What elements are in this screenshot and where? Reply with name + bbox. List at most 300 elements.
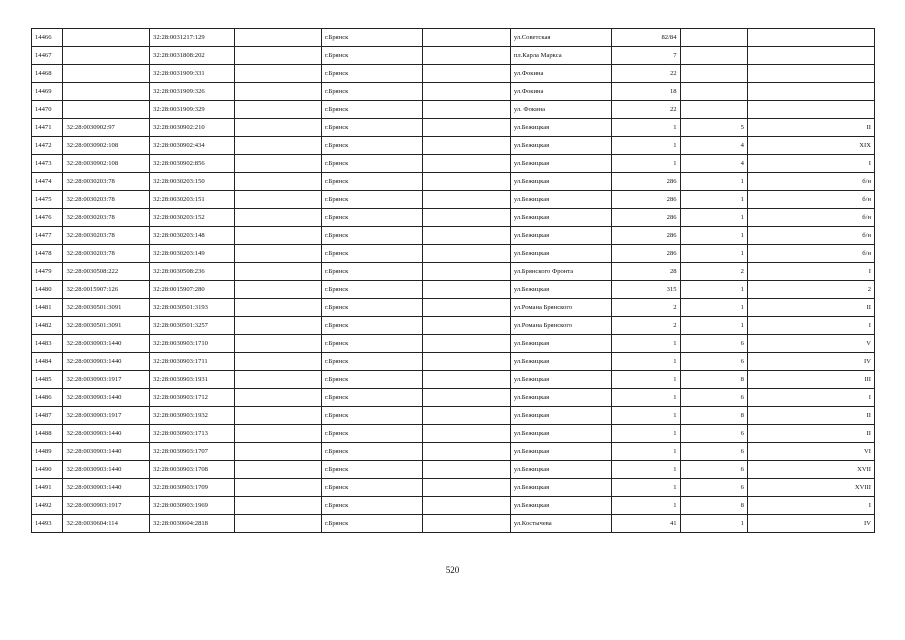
table-row [32, 335, 875, 353]
empty-cell [235, 227, 322, 245]
premises-number-cell: XVIII [747, 479, 874, 497]
city-cell: г.Брянск [321, 479, 422, 497]
table-row [32, 299, 875, 317]
row-number-cell: 14472 [32, 137, 63, 155]
house-number-cell: 315 [611, 281, 680, 299]
house-number-cell: 286 [611, 227, 680, 245]
row-number-cell: 14485 [32, 371, 63, 389]
premises-number-cell: I [747, 497, 874, 515]
row-number-cell: 14468 [32, 65, 63, 83]
empty-cell [235, 443, 322, 461]
empty-cell [235, 137, 322, 155]
building-number-cell: 4 [680, 137, 747, 155]
street-cell: ул.Бежицкая [510, 443, 611, 461]
empty-cell [423, 227, 511, 245]
house-number-cell: 2 [611, 317, 680, 335]
building-number-cell: 1 [680, 227, 747, 245]
parent-cadastral-number-cell: 32:28:0030902:108 [63, 155, 150, 173]
cadastral-number-cell: 32:28:0030903:1708 [150, 461, 235, 479]
cadastral-number-cell: 32:28:0030903:1969 [150, 497, 235, 515]
premises-number-cell: XIX [747, 137, 874, 155]
street-cell: ул.Бежицкая [510, 119, 611, 137]
street-cell: ул.Бежицкая [510, 353, 611, 371]
parent-cadastral-number-cell: 32:28:0030903:1440 [63, 389, 150, 407]
table-row [32, 245, 875, 263]
parent-cadastral-number-cell: 32:28:0030203:78 [63, 191, 150, 209]
table-row [32, 137, 875, 155]
empty-cell [423, 371, 511, 389]
empty-cell [423, 389, 511, 407]
cadastral-number-cell: 32:28:0030903:1713 [150, 425, 235, 443]
table-row [32, 101, 875, 119]
premises-number-cell: б/н [747, 173, 874, 191]
row-number-cell: 14492 [32, 497, 63, 515]
cadastral-number-cell: 32:28:0030903:1931 [150, 371, 235, 389]
empty-cell [235, 173, 322, 191]
city-cell: г.Брянск [321, 47, 422, 65]
city-cell: г.Брянск [321, 281, 422, 299]
empty-cell [423, 461, 511, 479]
house-number-cell: 286 [611, 209, 680, 227]
premises-number-cell [747, 83, 874, 101]
premises-number-cell: II [747, 299, 874, 317]
table-row [32, 371, 875, 389]
cadastral-number-cell: 32:28:0030903:1932 [150, 407, 235, 425]
city-cell: г.Брянск [321, 335, 422, 353]
empty-cell [235, 263, 322, 281]
house-number-cell: 1 [611, 137, 680, 155]
empty-cell [235, 281, 322, 299]
building-number-cell [680, 83, 747, 101]
cadastral-number-cell: 32:28:0030203:151 [150, 191, 235, 209]
cadastral-number-cell: 32:28:0031909:331 [150, 65, 235, 83]
table-row [32, 65, 875, 83]
building-number-cell: 1 [680, 209, 747, 227]
city-cell: г.Брянск [321, 461, 422, 479]
building-number-cell: 6 [680, 443, 747, 461]
street-cell: ул.Романа Брянского [510, 299, 611, 317]
city-cell: г.Брянск [321, 407, 422, 425]
city-cell: г.Брянск [321, 263, 422, 281]
street-cell: пл.Карла Маркса [510, 47, 611, 65]
city-cell: г.Брянск [321, 83, 422, 101]
parent-cadastral-number-cell: 32:28:0030501:3091 [63, 299, 150, 317]
parent-cadastral-number-cell: 32:28:0030903:1440 [63, 353, 150, 371]
street-cell: ул.Бежицкая [510, 335, 611, 353]
building-number-cell: 1 [680, 191, 747, 209]
building-number-cell [680, 47, 747, 65]
street-cell: ул.Бежицкая [510, 461, 611, 479]
premises-number-cell: XVII [747, 461, 874, 479]
house-number-cell: 286 [611, 173, 680, 191]
street-cell: ул.Бежицкая [510, 281, 611, 299]
house-number-cell: 1 [611, 119, 680, 137]
street-cell: ул.Бежицкая [510, 191, 611, 209]
parent-cadastral-number-cell: 32:28:0015907:126 [63, 281, 150, 299]
empty-cell [235, 191, 322, 209]
empty-cell [235, 299, 322, 317]
house-number-cell: 1 [611, 425, 680, 443]
premises-number-cell: IV [747, 353, 874, 371]
cadastral-number-cell: 32:28:0031217:129 [150, 29, 235, 47]
empty-cell [423, 47, 511, 65]
parent-cadastral-number-cell: 32:28:0030902:97 [63, 119, 150, 137]
table-row [32, 353, 875, 371]
street-cell: ул.Бежицкая [510, 227, 611, 245]
empty-cell [423, 119, 511, 137]
empty-cell [235, 353, 322, 371]
premises-number-cell [747, 65, 874, 83]
city-cell: г.Брянск [321, 497, 422, 515]
house-number-cell: 1 [611, 407, 680, 425]
parent-cadastral-number-cell [63, 29, 150, 47]
city-cell: г.Брянск [321, 389, 422, 407]
street-cell: ул.Бежицкая [510, 425, 611, 443]
street-cell: ул.Костычева [510, 515, 611, 533]
city-cell: г.Брянск [321, 101, 422, 119]
premises-number-cell: V [747, 335, 874, 353]
cadastral-number-cell: 32:28:0030604:2818 [150, 515, 235, 533]
city-cell: г.Брянск [321, 191, 422, 209]
parent-cadastral-number-cell: 32:28:0030203:78 [63, 173, 150, 191]
street-cell: ул.Бежицкая [510, 479, 611, 497]
row-number-cell: 14491 [32, 479, 63, 497]
empty-cell [423, 65, 511, 83]
building-number-cell: 6 [680, 353, 747, 371]
row-number-cell: 14479 [32, 263, 63, 281]
premises-number-cell: б/н [747, 227, 874, 245]
street-cell: ул.Советская [510, 29, 611, 47]
table-row [32, 155, 875, 173]
building-number-cell [680, 29, 747, 47]
city-cell: г.Брянск [321, 227, 422, 245]
cadastral-number-cell: 32:28:0030902:210 [150, 119, 235, 137]
row-number-cell: 14486 [32, 389, 63, 407]
cadastral-number-cell: 32:28:0030902:434 [150, 137, 235, 155]
city-cell: г.Брянск [321, 65, 422, 83]
building-number-cell: 8 [680, 371, 747, 389]
house-number-cell: 22 [611, 101, 680, 119]
street-cell: ул.Бежицкая [510, 245, 611, 263]
empty-cell [235, 515, 322, 533]
house-number-cell: 18 [611, 83, 680, 101]
parent-cadastral-number-cell: 32:28:0030203:78 [63, 245, 150, 263]
parent-cadastral-number-cell: 32:28:0030508:222 [63, 263, 150, 281]
empty-cell [235, 335, 322, 353]
empty-cell [423, 443, 511, 461]
parent-cadastral-number-cell: 32:28:0030903:1917 [63, 497, 150, 515]
building-number-cell [680, 65, 747, 83]
row-number-cell: 14471 [32, 119, 63, 137]
empty-cell [423, 173, 511, 191]
cadastral-number-cell: 32:28:0030903:1707 [150, 443, 235, 461]
empty-cell [235, 65, 322, 83]
parent-cadastral-number-cell: 32:28:0030203:78 [63, 209, 150, 227]
cadastral-number-cell: 32:28:0030203:150 [150, 173, 235, 191]
city-cell: г.Брянск [321, 155, 422, 173]
premises-number-cell: б/н [747, 209, 874, 227]
empty-cell [423, 29, 511, 47]
row-number-cell: 14481 [32, 299, 63, 317]
empty-cell [235, 425, 322, 443]
empty-cell [235, 47, 322, 65]
building-number-cell: 4 [680, 155, 747, 173]
table-row [32, 227, 875, 245]
street-cell: ул.Бежицкая [510, 407, 611, 425]
empty-cell [235, 245, 322, 263]
table-body [32, 29, 875, 533]
table-row [32, 281, 875, 299]
premises-number-cell: б/н [747, 245, 874, 263]
empty-cell [423, 245, 511, 263]
premises-number-cell: 2 [747, 281, 874, 299]
house-number-cell: 286 [611, 191, 680, 209]
table-row [32, 263, 875, 281]
premises-number-cell: II [747, 425, 874, 443]
row-number-cell: 14477 [32, 227, 63, 245]
cadastral-number-cell: 32:28:0030203:152 [150, 209, 235, 227]
row-number-cell: 14473 [32, 155, 63, 173]
building-number-cell: 6 [680, 389, 747, 407]
premises-number-cell: б/н [747, 191, 874, 209]
house-number-cell: 1 [611, 461, 680, 479]
row-number-cell: 14474 [32, 173, 63, 191]
street-cell: ул.Бежицкая [510, 173, 611, 191]
table-row [32, 209, 875, 227]
city-cell: г.Брянск [321, 245, 422, 263]
parent-cadastral-number-cell: 32:28:0030903:1440 [63, 479, 150, 497]
empty-cell [423, 335, 511, 353]
house-number-cell: 1 [611, 479, 680, 497]
empty-cell [235, 371, 322, 389]
premises-number-cell: I [747, 263, 874, 281]
row-number-cell: 14469 [32, 83, 63, 101]
building-number-cell: 8 [680, 497, 747, 515]
empty-cell [423, 137, 511, 155]
registry-table [31, 28, 875, 533]
house-number-cell: 1 [611, 353, 680, 371]
cadastral-number-cell: 32:28:0030903:1712 [150, 389, 235, 407]
street-cell: ул. Фокина [510, 101, 611, 119]
building-number-cell: 2 [680, 263, 747, 281]
cadastral-number-cell: 32:28:0030903:1710 [150, 335, 235, 353]
table-row [32, 515, 875, 533]
street-cell: ул.Бежицкая [510, 497, 611, 515]
empty-cell [423, 353, 511, 371]
row-number-cell: 14489 [32, 443, 63, 461]
city-cell: г.Брянск [321, 137, 422, 155]
building-number-cell [680, 101, 747, 119]
parent-cadastral-number-cell [63, 65, 150, 83]
premises-number-cell: IV [747, 515, 874, 533]
city-cell: г.Брянск [321, 173, 422, 191]
building-number-cell: 6 [680, 479, 747, 497]
table-row [32, 407, 875, 425]
house-number-cell: 82/84 [611, 29, 680, 47]
table-row [32, 191, 875, 209]
empty-cell [235, 407, 322, 425]
premises-number-cell [747, 101, 874, 119]
row-number-cell: 14488 [32, 425, 63, 443]
city-cell: г.Брянск [321, 317, 422, 335]
parent-cadastral-number-cell: 32:28:0030903:1917 [63, 407, 150, 425]
empty-cell [423, 299, 511, 317]
premises-number-cell: I [747, 155, 874, 173]
city-cell: г.Брянск [321, 299, 422, 317]
house-number-cell: 22 [611, 65, 680, 83]
parent-cadastral-number-cell: 32:28:0030501:3091 [63, 317, 150, 335]
parent-cadastral-number-cell: 32:28:0030903:1440 [63, 461, 150, 479]
cadastral-number-cell: 32:28:0030903:1711 [150, 353, 235, 371]
table-row [32, 497, 875, 515]
city-cell: г.Брянск [321, 209, 422, 227]
empty-cell [423, 191, 511, 209]
table-row [32, 83, 875, 101]
city-cell: г.Брянск [321, 443, 422, 461]
row-number-cell: 14478 [32, 245, 63, 263]
building-number-cell: 1 [680, 173, 747, 191]
building-number-cell: 8 [680, 407, 747, 425]
table-row [32, 479, 875, 497]
empty-cell [235, 101, 322, 119]
house-number-cell: 1 [611, 443, 680, 461]
house-number-cell: 1 [611, 389, 680, 407]
row-number-cell: 14476 [32, 209, 63, 227]
cadastral-number-cell: 32:28:0030203:148 [150, 227, 235, 245]
empty-cell [423, 497, 511, 515]
row-number-cell: 14484 [32, 353, 63, 371]
parent-cadastral-number-cell [63, 83, 150, 101]
row-number-cell: 14487 [32, 407, 63, 425]
table-row [32, 443, 875, 461]
premises-number-cell [747, 47, 874, 65]
row-number-cell: 14490 [32, 461, 63, 479]
street-cell: ул.Романа Брянского [510, 317, 611, 335]
page-number: 520 [445, 565, 460, 575]
cadastral-number-cell: 32:28:0030501:3257 [150, 317, 235, 335]
house-number-cell: 7 [611, 47, 680, 65]
cadastral-number-cell: 32:28:0030203:149 [150, 245, 235, 263]
empty-cell [423, 317, 511, 335]
street-cell: ул.Фокина [510, 83, 611, 101]
parent-cadastral-number-cell: 32:28:0030903:1440 [63, 425, 150, 443]
table-row [32, 389, 875, 407]
empty-cell [235, 317, 322, 335]
city-cell: г.Брянск [321, 425, 422, 443]
cadastral-number-cell: 32:28:0031808:202 [150, 47, 235, 65]
cadastral-number-cell: 32:28:0015907:280 [150, 281, 235, 299]
parent-cadastral-number-cell: 32:28:0030902:108 [63, 137, 150, 155]
street-cell: ул.Брянского Фронта [510, 263, 611, 281]
empty-cell [235, 479, 322, 497]
row-number-cell: 14467 [32, 47, 63, 65]
empty-cell [235, 389, 322, 407]
premises-number-cell [747, 29, 874, 47]
building-number-cell: 1 [680, 245, 747, 263]
house-number-cell: 28 [611, 263, 680, 281]
house-number-cell: 1 [611, 497, 680, 515]
table-row [32, 47, 875, 65]
empty-cell [235, 119, 322, 137]
empty-cell [235, 209, 322, 227]
empty-cell [423, 407, 511, 425]
cadastral-number-cell: 32:28:0030501:3193 [150, 299, 235, 317]
empty-cell [235, 497, 322, 515]
street-cell: ул.Бежицкая [510, 137, 611, 155]
parent-cadastral-number-cell: 32:28:0030203:78 [63, 227, 150, 245]
street-cell: ул.Бежицкая [510, 155, 611, 173]
row-number-cell: 14470 [32, 101, 63, 119]
parent-cadastral-number-cell: 32:28:0030903:1440 [63, 443, 150, 461]
building-number-cell: 1 [680, 299, 747, 317]
empty-cell [423, 263, 511, 281]
empty-cell [423, 479, 511, 497]
cadastral-number-cell: 32:28:0031909:326 [150, 83, 235, 101]
row-number-cell: 14475 [32, 191, 63, 209]
empty-cell [423, 425, 511, 443]
building-number-cell: 6 [680, 335, 747, 353]
row-number-cell: 14466 [32, 29, 63, 47]
empty-cell [423, 83, 511, 101]
row-number-cell: 14480 [32, 281, 63, 299]
table-row [32, 461, 875, 479]
cadastral-number-cell: 32:28:0031909:329 [150, 101, 235, 119]
empty-cell [235, 155, 322, 173]
table-row [32, 119, 875, 137]
premises-number-cell: I [747, 389, 874, 407]
empty-cell [235, 29, 322, 47]
street-cell: ул.Бежицкая [510, 389, 611, 407]
parent-cadastral-number-cell: 32:28:0030903:1917 [63, 371, 150, 389]
empty-cell [235, 461, 322, 479]
city-cell: г.Брянск [321, 515, 422, 533]
city-cell: г.Брянск [321, 371, 422, 389]
empty-cell [423, 101, 511, 119]
street-cell: ул.Фокина [510, 65, 611, 83]
cadastral-number-cell: 32:28:0030902:856 [150, 155, 235, 173]
premises-number-cell: VI [747, 443, 874, 461]
house-number-cell: 1 [611, 335, 680, 353]
building-number-cell: 1 [680, 317, 747, 335]
table-row [32, 317, 875, 335]
building-number-cell: 5 [680, 119, 747, 137]
table-row [32, 425, 875, 443]
city-cell: г.Брянск [321, 119, 422, 137]
row-number-cell: 14483 [32, 335, 63, 353]
empty-cell [423, 155, 511, 173]
street-cell: ул.Бежицкая [510, 371, 611, 389]
table-row [32, 29, 875, 47]
building-number-cell: 1 [680, 515, 747, 533]
empty-cell [235, 83, 322, 101]
parent-cadastral-number-cell [63, 101, 150, 119]
parent-cadastral-number-cell [63, 47, 150, 65]
house-number-cell: 2 [611, 299, 680, 317]
city-cell: г.Брянск [321, 353, 422, 371]
row-number-cell: 14493 [32, 515, 63, 533]
empty-cell [423, 209, 511, 227]
empty-cell [423, 281, 511, 299]
street-cell: ул.Бежицкая [510, 209, 611, 227]
building-number-cell: 1 [680, 281, 747, 299]
premises-number-cell: II [747, 119, 874, 137]
house-number-cell: 286 [611, 245, 680, 263]
parent-cadastral-number-cell: 32:28:0030903:1440 [63, 335, 150, 353]
house-number-cell: 41 [611, 515, 680, 533]
premises-number-cell: III [747, 371, 874, 389]
house-number-cell: 1 [611, 371, 680, 389]
house-number-cell: 1 [611, 155, 680, 173]
